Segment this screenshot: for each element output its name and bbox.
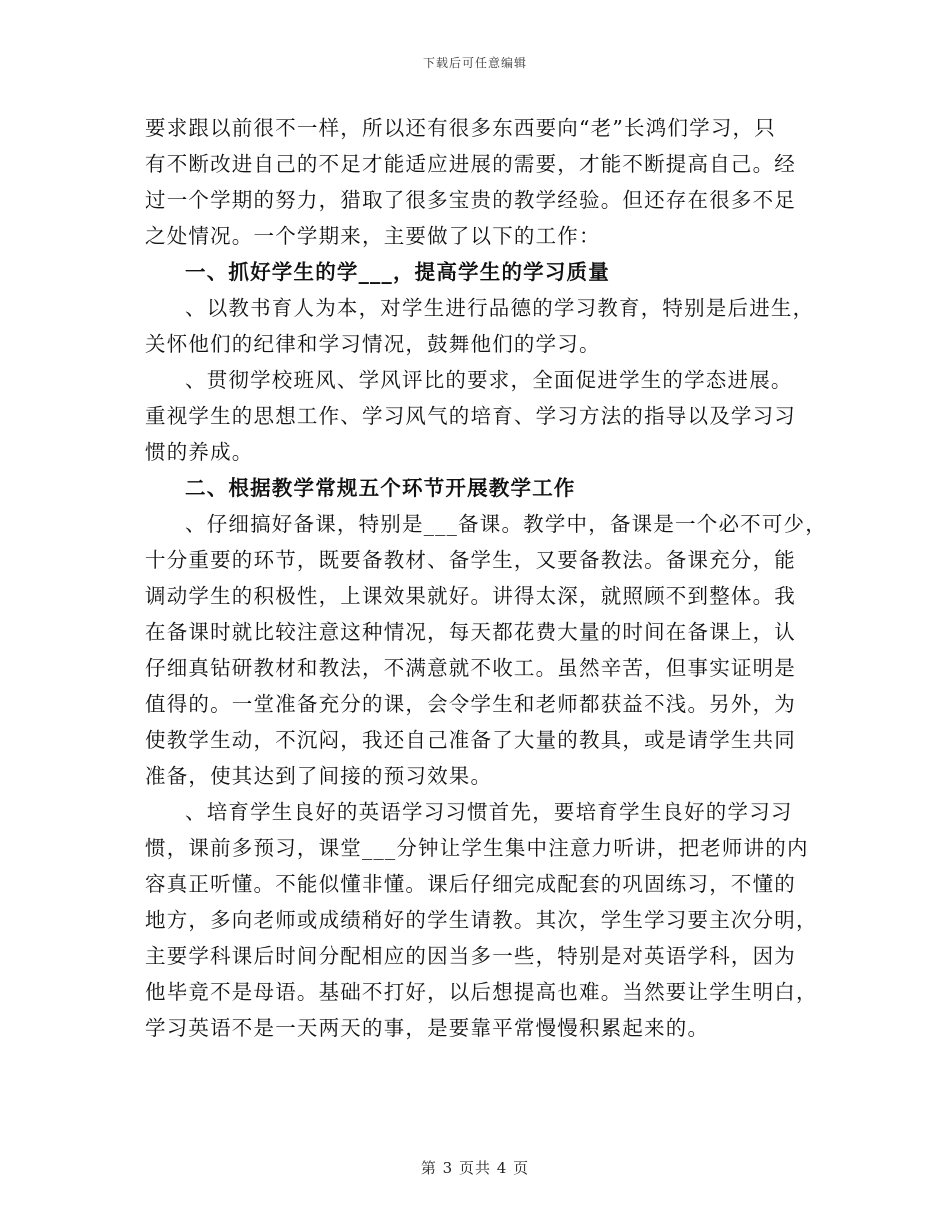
paragraph-line: 地方，多向老师或成绩稍好的学生请教。其次，学生学习要主次分明， <box>145 908 818 932</box>
paragraph-line: 准备，使其达到了间接的预习效果。 <box>145 764 493 788</box>
paragraph-line: 学习英语不是一天两天的事，是要靠平常慢慢积累起来的。 <box>145 1016 710 1040</box>
paragraph-line: 要求跟以前很不一样，所以还有很多东西要向“老”长鸿们学习，只 <box>145 116 776 140</box>
paragraph-line: 容真正听懂。不能似懂非懂。课后仔细完成配套的巩固练习，不懂的 <box>145 872 796 896</box>
paragraph-line: 使教学生动，不沉闷，我还自己准备了大量的教具，或是请学生共同 <box>145 728 796 752</box>
paragraph-line: 关怀他们的纪律和学习情况，鼓舞他们的学习。 <box>145 332 601 356</box>
paragraph-line: 值得的。一堂准备充分的课，会令学生和老师都获益不浅。另外，为 <box>145 692 796 716</box>
section-heading-1: 一、抓好学生的学___，提高学生的学习质量 <box>185 260 610 284</box>
paragraph-line: 有不断改进自己的不足才能适应进展的需要，才能不断提高自己。经 <box>145 152 796 176</box>
paragraph-line: 主要学科课后时间分配相应的因当多一些，特别是对英语学科，因为 <box>145 944 796 968</box>
paragraph-line: 过一个学期的努力，猎取了很多宝贵的教学经验。但还存在很多不足 <box>145 188 796 212</box>
paragraph-line: 调动学生的积极性，上课效果就好。讲得太深，就照顾不到整体。我 <box>145 584 796 608</box>
paragraph-line: 十分重要的环节，既要备教材、备学生，又要备教法。备课充分，能 <box>145 548 796 572</box>
paragraph-line: 在备课时就比较注意这种情况，每天都花费大量的时间在备课上，认 <box>145 620 796 644</box>
paragraph-line: 、贯彻学校班风、学风评比的要求，全面促进学生的学态进展。 <box>185 368 793 392</box>
header-note: 下载后可任意编辑 <box>422 56 527 70</box>
section-heading-2: 二、根据教学常规五个环节开展教学工作 <box>185 476 576 500</box>
paragraph-line: 之处情况。一个学期来，主要做了以下的工作： <box>145 224 601 248</box>
document-body <box>145 110 827 1046</box>
paragraph-line: 、仔细搞好备课，特别是___备课。教学中，备课是一个必不可少， <box>185 512 827 536</box>
page-number: 第 3 页共 4 页 <box>420 1159 530 1177</box>
paragraph-line: 惯，课前多预习，课堂___分钟让学生集中注意力听讲，把老师讲的内 <box>145 836 809 860</box>
paragraph-line: 重视学生的思想工作、学习风气的培育、学习方法的指导以及学习习 <box>145 404 796 428</box>
paragraph-line: 惯的养成。 <box>145 440 254 464</box>
paragraph-line: 、以教书育人为本，对学生进行品德的学习教育，特别是后进生， <box>185 296 815 320</box>
paragraph-line: 、培育学生良好的英语学习习惯首先，要培育学生良好的学习习 <box>185 800 793 824</box>
paragraph-line: 他毕竟不是母语。基础不打好，以后想提高也难。当然要让学生明白， <box>145 980 818 1004</box>
paragraph-line: 仔细真钻研教材和教法，不满意就不收工。虽然辛苦，但事实证明是 <box>145 656 796 680</box>
